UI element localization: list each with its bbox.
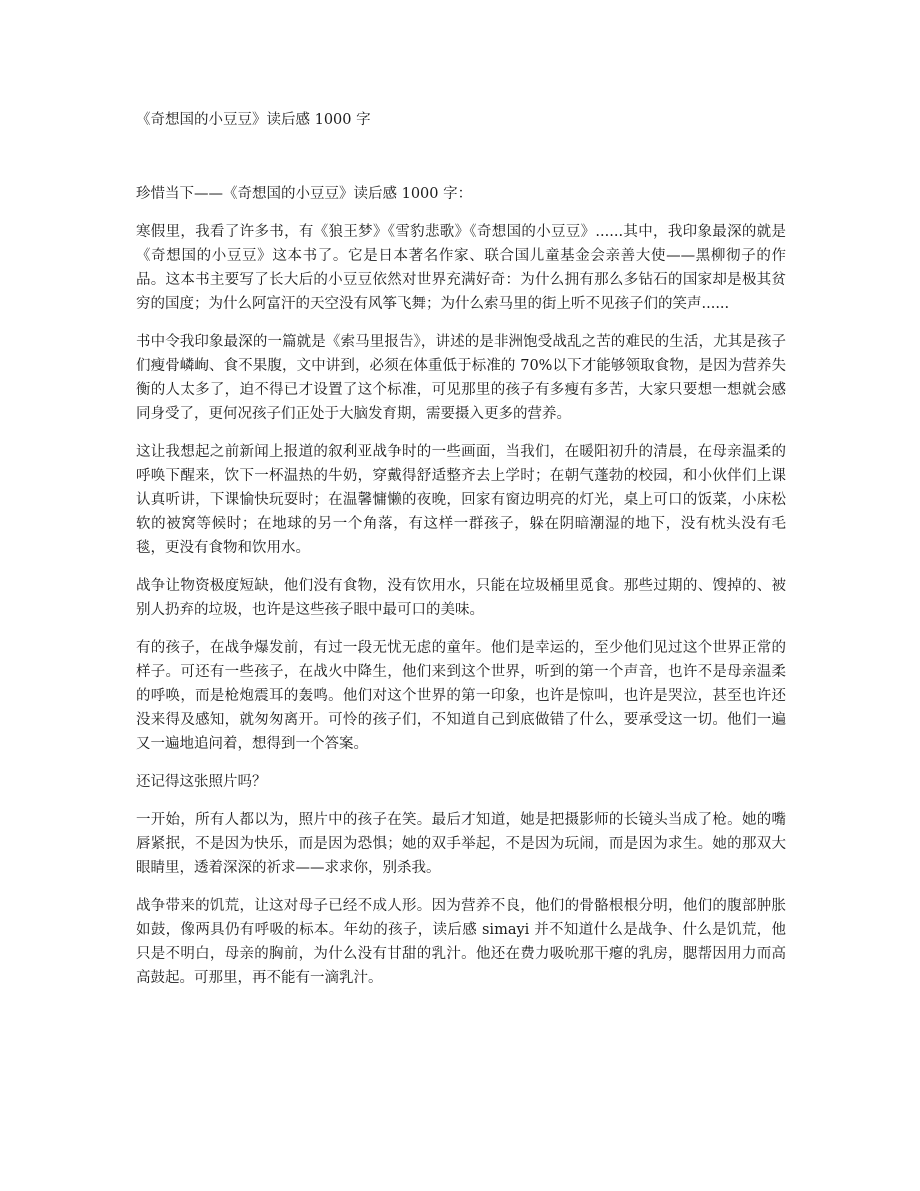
- paragraph-heading: 珍惜当下——《奇想国的小豆豆》读后感 1000 字：: [136, 186, 473, 202]
- document-body: [136, 182, 786, 1004]
- paragraph: 还记得这张照片吗？: [136, 774, 267, 790]
- paragraph: 战争让物资极度短缺，他们没有食物，没有饮用水，只能在垃圾桶里觅食。那些过期的、馊掉的、被别人扔弃的垃圾，也许是这些孩子眼中最可口的美味。: [136, 578, 786, 618]
- paragraph: 书中令我印象最深的一篇就是《索马里报告》，讲述的是非洲饱受战乱之苦的难民的生活，尤其是孩子们瘦骨嶙峋、食不果腹，文中讲到，必须在体重低于标准的 70%以下才能够领取食物，是因为营养失衡的人太多了，迫不得已才设置了这个标准，可见那里的孩子有多瘦有多苦，大家只要想一想就会感同身受了，更何况孩子们正处于大脑发育期，需要摄入更多的营养。: [136, 334, 786, 422]
- paragraph: 有的孩子，在战争爆发前，有过一段无忧无虑的童年。他们是幸运的，至少他们见过这个世界正常的样子。可还有一些孩子，在战火中降生，他们来到这个世界，听到的第一个声音，也许不是母亲温柔的呼唤，而是枪炮震耳的轰鸣。他们对这个世界的第一印象，也许是惊叫，也许是哭泣，甚至也许还没来得及感知，就匆匆离开。可怜的孩子们，不知道自己到底做错了什么，要承受这一切。他们一遍又一遍地追问着，想得到一个答案。: [136, 640, 786, 752]
- paragraph: 战争带来的饥荒，让这对母子已经不成人形。因为营养不良，他们的骨骼根根分明，他们的腹部肿胀如鼓，像两具仍有呼吸的标本。年幼的孩子，读后感 simayi 并不知道什么是战争、什么是饥荒，他只是不明白，母亲的胸前，为什么没有甘甜的乳汁。他还在费力吸吮那干瘪的乳房，腮帮因用力而高高鼓起。可那里，再不能有一滴乳汁。: [136, 898, 786, 986]
- document-title: 《奇想国的小豆豆》读后感 1000 字: [136, 112, 371, 128]
- paragraph: 一开始，所有人都以为，照片中的孩子在笑。最后才知道，她是把摄影师的长镜头当成了枪。她的嘴唇紧抿，不是因为快乐，而是因为恐惧；她的双手举起，不是因为玩闹，而是因为求生。她的那双大眼睛里，透着深深的祈求——求求你，别杀我。: [136, 812, 786, 876]
- paragraph: 这让我想起之前新闻上报道的叙利亚战争时的一些画面，当我们，在暖阳初升的清晨，在母亲温柔的呼唤下醒来，饮下一杯温热的牛奶，穿戴得舒适整齐去上学时；在朝气蓬勃的校园，和小伙伴们上课认真听讲，下课愉快玩耍时；在温馨慵懒的夜晚，回家有窗边明亮的灯光，桌上可口的饭菜，小床松软的被窝等候时；在地球的另一个角落，有这样一群孩子，躲在阴暗潮湿的地下，没有枕头没有毛毯，更没有食物和饮用水。: [136, 444, 786, 556]
- paragraph: 寒假里，我看了许多书，有《狼王梦》《雪豹悲歌》《奇想国的小豆豆》......其中，我印象最深的就是《奇想国的小豆豆》这本书了。它是日本著名作家、联合国儿童基金会亲善大使——黑柳彻子的作品。这本书主要写了长大后的小豆豆依然对世界充满好奇：为什么拥有那么多钻石的国家却是极其贫穷的国度；为什么阿富汗的天空没有风筝飞舞；为什么索马里的街上听不见孩子们的笑声......: [136, 224, 786, 312]
